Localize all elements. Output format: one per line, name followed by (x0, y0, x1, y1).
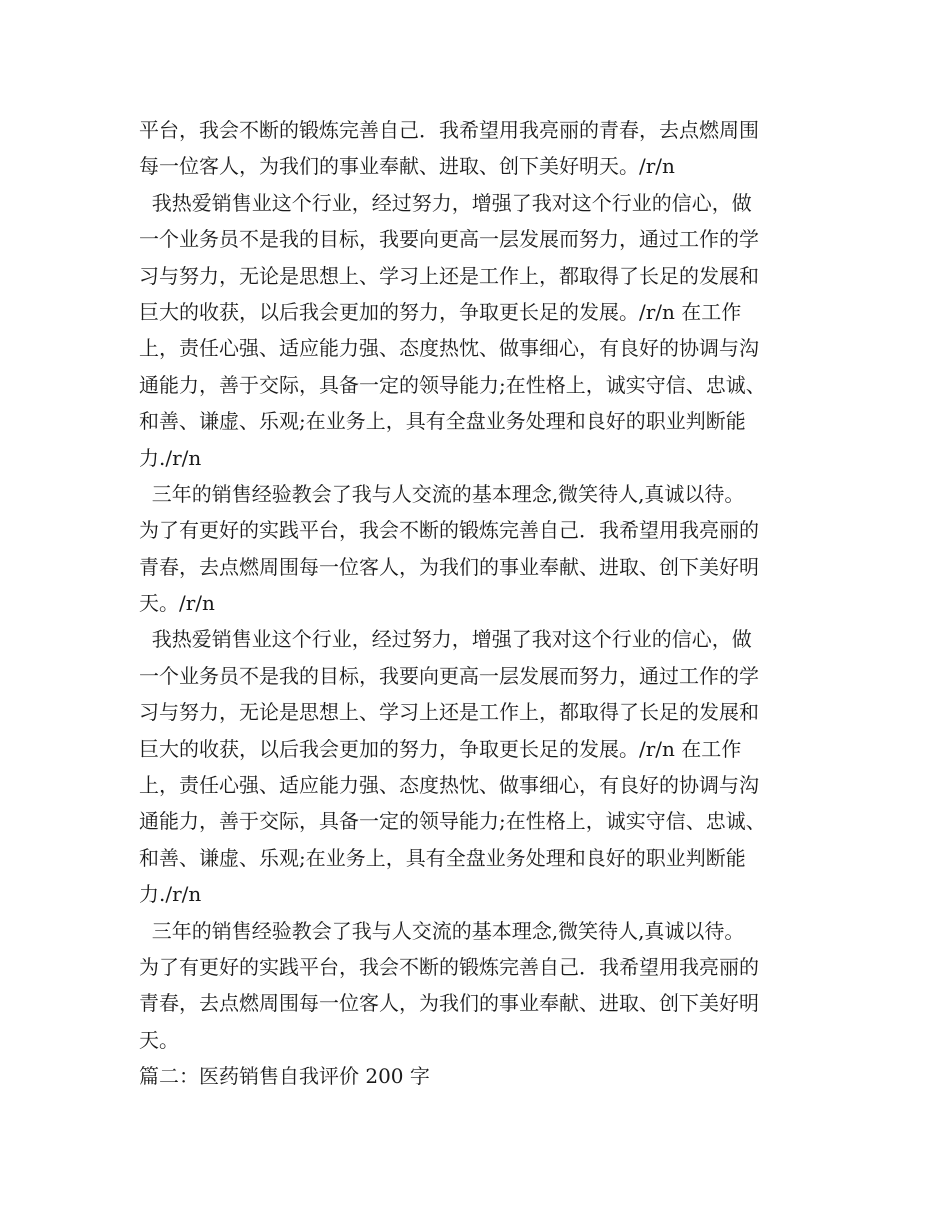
text-line: 天。/r/n (139, 591, 215, 616)
section-heading: 篇二：医药销售自我评价 200 字 (139, 1064, 430, 1089)
text-line: 习与努力，无论是思想上、学习上还是工作上，都取得了长足的发展和 (139, 263, 759, 288)
text-line: 我热爱销售业这个行业，经过努力，增强了我对这个行业的信心，做 (139, 190, 752, 215)
text-line: 习与努力，无论是思想上、学习上还是工作上，都取得了长足的发展和 (139, 700, 759, 725)
text-line: 为了有更好的实践平台，我会不断的锻炼完善自己．我希望用我亮丽的 (139, 954, 759, 979)
text-line: 平台，我会不断的锻炼完善自己．我希望用我亮丽的青春，去点燃周围 (139, 118, 759, 142)
text-line: 三年的销售经验教会了我与人交流的基本理念,微笑待人,真诚以待。 (139, 481, 745, 506)
text-line: 和善、谦虚、乐观;在业务上，具有全盘业务处理和良好的职业判断能 (139, 845, 746, 870)
text-line: 三年的销售经验教会了我与人交流的基本理念,微笑待人,真诚以待。 (139, 918, 745, 943)
text-line: 巨大的收获，以后我会更加的努力，争取更长足的发展。/r/n 在工作 (139, 736, 742, 761)
text-line: 上，责任心强、适应能力强、态度热忱、做事细心，有良好的协调与沟 (139, 773, 759, 798)
text-line: 巨大的收获，以后我会更加的努力，争取更长足的发展。/r/n 在工作 (139, 299, 742, 324)
text-line: 青春，去点燃周围每一位客人，为我们的事业奉献、进取、创下美好明 (139, 991, 759, 1016)
text-line: 青春，去点燃周围每一位客人，为我们的事业奉献、进取、创下美好明 (139, 554, 759, 579)
text-line: 每一位客人，为我们的事业奉献、进取、创下美好明天。/r/n (139, 154, 675, 179)
text-line: 天。 (139, 1027, 179, 1052)
text-line: 通能力，善于交际，具备一定的领导能力;在性格上，诚实守信、忠诚、 (139, 809, 766, 834)
text-line: 为了有更好的实践平台，我会不断的锻炼完善自己．我希望用我亮丽的 (139, 518, 759, 543)
text-line: 上，责任心强、适应能力强、态度热忱、做事细心，有良好的协调与沟 (139, 336, 759, 361)
text-line: 和善、谦虚、乐观;在业务上，具有全盘业务处理和良好的职业判断能 (139, 409, 746, 434)
document-body (139, 112, 839, 1095)
text-line: 我热爱销售业这个行业，经过努力，增强了我对这个行业的信心，做 (139, 627, 752, 652)
text-line: 力./r/n (139, 445, 202, 470)
text-line: 力./r/n (139, 882, 202, 907)
text-line: 一个业务员不是我的目标，我要向更高一层发展而努力，通过工作的学 (139, 663, 759, 688)
text-line: 通能力，善于交际，具备一定的领导能力;在性格上，诚实守信、忠诚、 (139, 372, 766, 397)
text-line: 一个业务员不是我的目标，我要向更高一层发展而努力，通过工作的学 (139, 227, 759, 252)
